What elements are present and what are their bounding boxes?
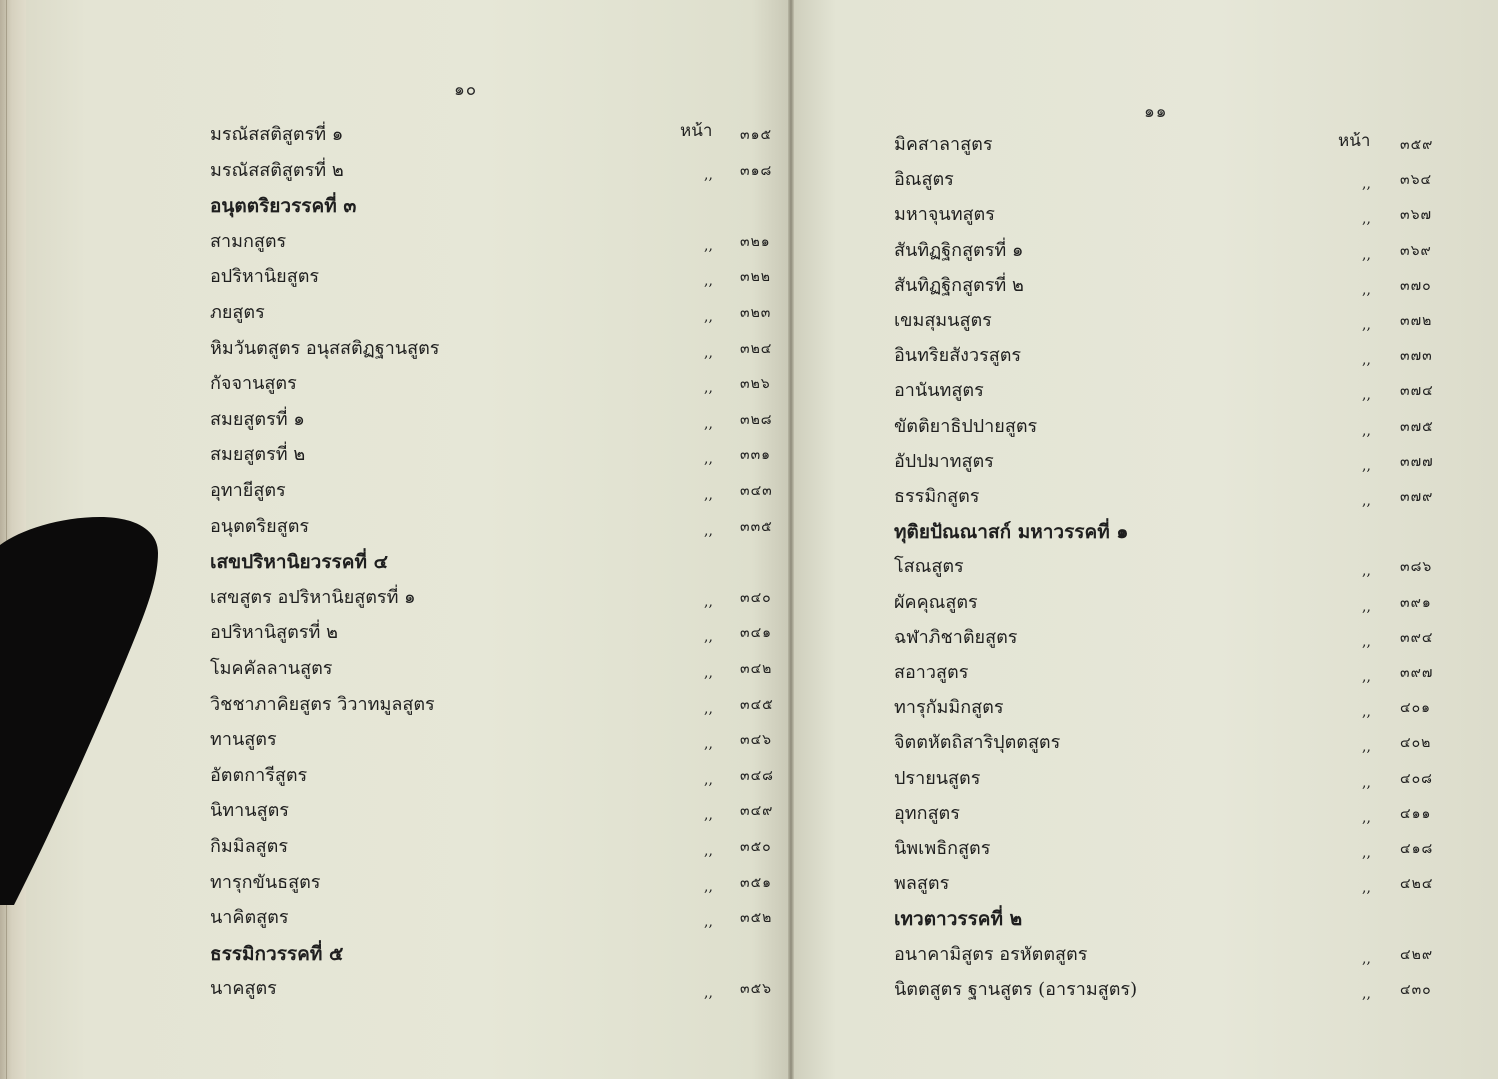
toc-entry-title: อนุตตริยวรรคที่ ๓ [210,195,357,218]
toc-entry-page: ๔๒๙ [1400,946,1434,963]
toc-entry-page: ๓๒๓ [740,305,772,321]
toc-entry-title: ทารุกขันธสูตร [210,871,321,893]
toc-entry-page: ๓๒๔ [740,340,773,357]
toc-entry-title: ปรายนสูตร [894,767,981,789]
toc-entry-page: ๓๒๒ [740,269,772,286]
toc-entry-title: อัปปมาทสูตร [894,450,994,472]
toc-entry-title: อัตตการีสูตร [210,764,308,786]
toc-entry-title: อนุตตริยสูตร [210,515,310,537]
toc-entry-page: ๓๗๔ [1400,383,1434,400]
toc-entry-ditto: ,, [1362,317,1371,333]
toc-entry-page: ๔๓๐ [1400,981,1432,998]
toc-entry-ditto: ,, [704,380,713,397]
toc-entry-ditto: ,, [1362,985,1371,1002]
toc-entry-ditto: ,, [704,166,713,183]
toc-entry-page: ๓๙๑ [1400,594,1432,611]
toc-entry-ditto: ,, [1362,704,1371,721]
right-page-number: ๑๑ [1144,102,1168,122]
toc-entry-title: พลสูตร [894,873,950,895]
toc-entry-title: มรณัสสติสูตรที่ ๑ [210,124,344,145]
toc-entry-page: ๓๔๖ [740,732,773,749]
toc-entry-title: ภยสูตร [210,302,265,323]
thumb-shadow [0,505,170,905]
toc-entry-page: ๓๗๒ [1400,313,1433,329]
toc-entry-ditto: ,, [704,914,713,931]
toc-entry-ditto: ,, [704,522,713,539]
toc-entry-title: กิมมิลสูตร [210,836,289,857]
toc-entry-page: ๓๔๙ [740,803,774,820]
toc-entry-title: ฉฬาภิชาติยสูตร [894,626,1018,648]
toc-entry-title: หิมวันตสูตร อนุสสติฏฐานสูตร [210,337,440,359]
toc-entry-ditto: ,, [704,771,713,788]
toc-entry-title: อุทายีสูตร [210,480,286,501]
toc-entry-page: ๔๐๘ [1400,770,1433,787]
toc-entry-page: ๔๐๒ [1400,735,1432,752]
toc-entry-page: ๓๘๖ [1400,559,1433,576]
toc-entry-ditto: ,, [704,415,713,432]
toc-entry-page: ๓๓๕ [740,518,773,535]
toc-entry-title: สมยสูตรที่ ๒ [210,444,306,466]
toc-entry-title: กัจจานสูตร [210,373,297,395]
toc-entry-ditto: ,, [704,629,713,646]
toc-entry-title: สันทิฏฐิกสูตรที่ ๒ [894,274,1024,296]
toc-entry-page: ๓๕๒ [740,910,773,927]
toc-entry-title: อนาคามิสูตร อรหัตตสูตร [894,943,1088,965]
toc-entry-page: ๓๖๙ [1400,242,1432,259]
toc-entry-title: อิณสูตร [894,169,954,191]
toc-entry-ditto: ,, [704,451,713,468]
toc-entry-ditto: ,, [1362,669,1371,685]
toc-entry-ditto: ,, [1362,845,1371,861]
toc-entry-page: ๓๙๔ [1400,629,1434,646]
toc-entry-title: อานันทสูตร [894,380,984,402]
toc-entry-ditto: ,, [704,593,713,610]
toc-entry-title: อุทกสูตร [894,802,960,824]
toc-entry-title: เสขปริหานิยวรรคที่ ๔ [210,551,388,574]
toc-entry-title: นาคิตสูตร [210,907,289,929]
toc-entry-page: ๓๗๐ [1400,277,1432,294]
toc-entry-title: โมคคัลลานสูตร [210,658,333,679]
toc-entry-page: ๓๒๘ [740,411,773,428]
toc-entry-ditto: ,, [1362,352,1371,369]
toc-entry-ditto: ,, [704,700,713,717]
toc-entry-ditto: ,, [704,736,713,753]
toc-entry-ditto: ,, [1362,387,1371,404]
toc-entry-title: ทุติยปัณณาสก์ มหาวรรคที่ ๑ [894,521,1129,544]
toc-entry-page: ๓๖๔ [1400,172,1433,189]
toc-entry-title: ธรรมิกสูตร [894,486,980,507]
right-page [794,0,1498,1079]
toc-entry-page: ๓๔๑ [740,625,773,642]
toc-entry-page: ๓๗๙ [1400,489,1434,505]
toc-entry-ditto: ,, [704,309,713,325]
toc-entry-title: นิตตสูตร ฐานสูตร (อารามสูตร) [894,978,1138,1000]
toc-entry-page: ๓๙๗ [1400,665,1434,681]
toc-entry-ditto: ,, [704,985,713,1002]
toc-entry-ditto: ,, [1362,176,1371,193]
toc-entry-ditto: ,, [1362,457,1371,474]
toc-entry-title: อินทริยสังวรสูตร [894,345,1022,367]
toc-entry-page: ๔๐๑ [1400,700,1432,717]
toc-entry-title: ทานสูตร [210,729,277,751]
toc-entry-ditto: ,, [704,273,713,290]
toc-entry-ditto: ,, [704,237,713,254]
toc-entry-page: ๓๑๕ [740,127,773,143]
toc-entry-ditto: ,, [1362,493,1371,509]
toc-entry-page: ๔๑๑ [1400,805,1432,822]
toc-entry-title: นิทานสูตร [210,800,289,822]
toc-entry-ditto: ,, [1362,598,1371,615]
toc-entry-ditto: ,, [1362,211,1371,228]
toc-entry-page: ๓๔๘ [740,767,774,784]
toc-entry-page: ๓๒๖ [740,376,771,393]
toc-entry-title: เขมสุมนสูตร [894,310,992,331]
toc-entry-ditto: ,, [1362,774,1371,791]
toc-entry-ditto: ,, [1362,739,1371,756]
toc-entry-title: เสขสูตร อปริหานิยสูตรที่ ๑ [210,586,416,608]
toc-entry-title: มหาจุนทสูตร [894,204,995,226]
toc-entry-ditto: ,, [1362,633,1371,650]
toc-entry-ditto: ,, [704,843,713,859]
toc-entry-page: ๓๕๑ [740,874,773,891]
toc-entry-page: ๓๒๑ [740,233,771,250]
toc-entry-ditto: ,, [704,878,713,895]
toc-entry-title: เทวตาวรรคที่ ๒ [894,908,1023,931]
toc-entry-page: ๓๖๗ [1400,207,1432,224]
toc-entry-ditto: หน้า [1338,131,1371,151]
toc-entry-ditto: ,, [1362,422,1371,439]
toc-entry-title: นิพเพธิกสูตร [894,838,991,859]
toc-entry-ditto: ,, [1362,281,1371,298]
toc-entry-title: มิคสาลาสูตร [894,134,993,155]
toc-entry-ditto: ,, [1362,809,1371,826]
toc-entry-title: สามกสูตร [210,230,287,252]
toc-entry-title: อปริหานิสูตรที่ ๒ [210,622,338,644]
toc-entry-page: ๓๔๒ [740,661,773,677]
toc-entry-ditto: ,, [704,487,713,503]
toc-entry-title: สมยสูตรที่ ๑ [210,408,305,430]
toc-entry-ditto: ,, [1362,563,1371,580]
toc-entry-title: ผัคคุณสูตร [894,591,978,613]
toc-entry-page: ๓๕๖ [740,981,773,998]
toc-entry-page: ๓๕๙ [1400,137,1434,153]
toc-entry-title: ธรรมิกวรรคที่ ๕ [210,942,344,965]
toc-entry-title: สันทิฏฐิกสูตรที่ ๑ [894,239,1024,261]
toc-entry-page: ๓๕๐ [740,839,772,855]
toc-entry-page: ๓๑๘ [740,162,773,179]
toc-entry-page: ๓๔๐ [740,589,772,606]
toc-entry-title: ทารุกัมมิกสูตร [894,697,1004,719]
toc-entry-title: จิตตหัตถิสาริปุตตสูตร [894,732,1061,754]
toc-entry-title: มรณัสสติสูตรที่ ๒ [210,159,344,181]
toc-entry-ditto: ,, [704,807,713,824]
toc-entry-page: ๓๔๓ [740,483,773,499]
toc-entry-page: ๓๗๕ [1400,418,1434,435]
toc-entry-page: ๔๒๔ [1400,876,1434,893]
toc-entry-page: ๓๓๑ [740,447,772,464]
toc-entry-ditto: ,, [704,344,713,361]
toc-entry-title: ขัตติยาธิปปายสูตร [894,415,1038,437]
toc-entry-ditto: หน้า [680,121,713,141]
left-page-number: ๑๐ [454,80,478,100]
toc-entry-ditto: ,, [1362,246,1371,263]
toc-entry-ditto: ,, [1362,950,1371,967]
toc-entry-ditto: ,, [704,665,713,681]
toc-entry-page: ๔๑๘ [1400,841,1434,857]
toc-entry-ditto: ,, [1362,880,1371,897]
toc-entry-title: สอาวสูตร [894,662,969,683]
toc-entry-title: โสณสูตร [894,556,964,578]
toc-entry-title: วิชชาภาคิยสูตร วิวาทมูลสูตร [210,693,435,715]
toc-entry-title: อปริหานิยสูตร [210,266,320,288]
toc-entry-page: ๓๗๗ [1400,453,1434,470]
toc-entry-title: นาคสูตร [210,978,277,1000]
toc-entry-page: ๓๔๕ [740,696,774,713]
toc-entry-page: ๓๗๓ [1400,348,1433,365]
